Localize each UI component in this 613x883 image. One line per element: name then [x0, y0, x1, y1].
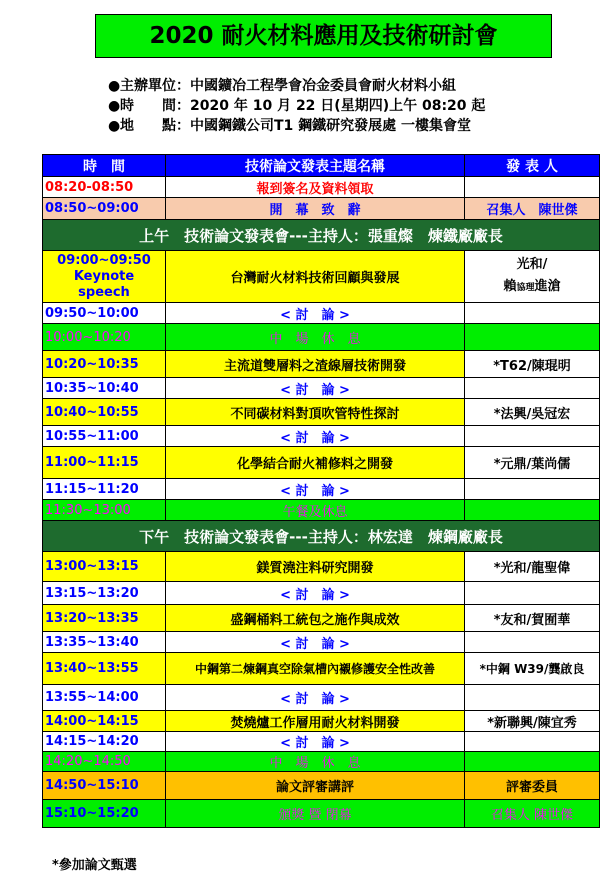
row-topic: 化學結合耐火補修料之開發: [166, 447, 465, 479]
table-row: [43, 177, 600, 198]
row-speaker: [465, 378, 600, 399]
row-speaker: [465, 732, 600, 752]
row-speaker: 召集人 陳世傑: [465, 198, 600, 220]
info-location-text: 地 點：中國鋼鐵公司T1 鋼鐵研究發展處 一樓集會堂: [120, 118, 472, 134]
row-time: 08:20-08:50: [43, 177, 166, 198]
row-time: 14:20~14:50: [43, 752, 166, 772]
info-location: [108, 116, 485, 136]
row-speaker: *元鼎/葉尚儒: [465, 447, 600, 479]
info-organizer: [108, 76, 485, 96]
table-row: [43, 447, 600, 479]
row-topic: 鎂質澆注料研究開發: [166, 552, 465, 582]
row-time: 08:50~09:00: [43, 198, 166, 220]
table-row: [43, 303, 600, 324]
info-time: [108, 96, 485, 116]
table-row: [43, 399, 600, 426]
row-speaker: [465, 752, 600, 772]
row-speaker: *中鋼 W39/龔啟良: [465, 653, 600, 685]
row-speaker: *法興/吳冠宏: [465, 399, 600, 426]
row-time: 11:15~11:20: [43, 479, 166, 500]
header-topic: 技術論文發表主題名稱: [166, 155, 465, 177]
row-topic: 頒獎 暨 閉幕: [166, 800, 465, 828]
info-organizer-text: 主辦單位：中國鑛冶工程學會冶金委員會耐火材料小組: [120, 78, 456, 94]
table-row: [43, 632, 600, 653]
table-row: [43, 351, 600, 378]
row-time: 14:50~15:10: [43, 772, 166, 800]
row-topic: 不同碳材料對頂吹管特性探討: [166, 399, 465, 426]
row-topic: 主流道雙層料之渣線層技術開發: [166, 351, 465, 378]
footnote: *參加論文甄選: [52, 858, 137, 873]
row-topic: 盛鋼桶料工統包之施作與成效: [166, 605, 465, 632]
row-time: [43, 251, 166, 303]
keynote-label-2: speech: [78, 284, 130, 300]
table-row: [43, 582, 600, 605]
table-row: [43, 732, 600, 752]
row-topic: 中 場 休 息: [166, 752, 465, 772]
row-speaker: [465, 582, 600, 605]
row-time: 11:30~13:00: [43, 500, 166, 521]
row-speaker: [465, 324, 600, 351]
table-row: [43, 251, 600, 303]
row-topic: 中 場 休 息: [166, 324, 465, 351]
row-time: 11:00~11:15: [43, 447, 166, 479]
row-topic: 中鋼第二煉鋼真空除氣槽內襯修護安全性改善: [166, 653, 465, 685]
section-title: 下午 技術論文發表會---主持人：林宏達 煉鋼廠廠長: [43, 521, 600, 552]
table-row: [43, 426, 600, 447]
row-speaker: *友和/賀囿華: [465, 605, 600, 632]
table-row: [43, 552, 600, 582]
row-topic: 報到簽名及資料領取: [166, 177, 465, 198]
schedule-table: [42, 154, 600, 828]
bullet-icon: ●: [108, 78, 121, 94]
keynote-time: 09:00~09:50: [57, 252, 151, 268]
speaker-name: [467, 276, 597, 299]
header-time: 時 間: [43, 155, 166, 177]
row-speaker: 召集人 陳世傑: [465, 800, 600, 828]
row-speaker: [465, 177, 600, 198]
row-time: 13:55~14:00: [43, 685, 166, 711]
table-row: [43, 324, 600, 351]
bullet-icon: ●: [108, 98, 121, 114]
row-topic: 論文評審講評: [166, 772, 465, 800]
row-topic: 台灣耐火材料技術回顧與發展: [166, 251, 465, 303]
speaker-surname: 賴: [503, 279, 517, 294]
row-topic: 午餐及休息: [166, 500, 465, 521]
table-row: [43, 752, 600, 772]
morning-session-header: [43, 220, 600, 251]
row-time: 14:15~14:20: [43, 732, 166, 752]
row-time: 13:35~13:40: [43, 632, 166, 653]
info-time-text: 時 間：2020 年 10 月 22 日(星期四)上午 08:20 起: [120, 98, 486, 114]
table-row: [43, 378, 600, 399]
row-topic: < 討 論 >: [166, 632, 465, 653]
row-time: 10:55~11:00: [43, 426, 166, 447]
row-topic: 焚燒爐工作層用耐火材料開發: [166, 711, 465, 732]
section-title: 上午 技術論文發表會---主持人：張重燦 煉鐵廠廠長: [43, 220, 600, 251]
table-row: [43, 500, 600, 521]
header-speaker: 發 表 人: [465, 155, 600, 177]
row-topic: < 討 論 >: [166, 685, 465, 711]
row-speaker: [465, 303, 600, 324]
row-speaker: [465, 479, 600, 500]
row-topic: 開 幕 致 辭: [166, 198, 465, 220]
table-row: [43, 653, 600, 685]
row-time: 14:00~14:15: [43, 711, 166, 732]
row-time: 10:35~10:40: [43, 378, 166, 399]
bullet-icon: ●: [108, 118, 121, 134]
row-topic: < 討 論 >: [166, 732, 465, 752]
row-time: 09:50~10:00: [43, 303, 166, 324]
row-topic: < 討 論 >: [166, 582, 465, 605]
afternoon-session-header: [43, 521, 600, 552]
row-topic: < 討 論 >: [166, 378, 465, 399]
row-speaker: [465, 251, 600, 303]
keynote-label: Keynote: [73, 268, 135, 284]
row-time: 13:40~13:55: [43, 653, 166, 685]
page-title: 2020 耐火材料應用及技術研討會: [95, 14, 552, 58]
row-topic: < 討 論 >: [166, 426, 465, 447]
table-row: [43, 479, 600, 500]
table-row: [43, 800, 600, 828]
table-row: [43, 772, 600, 800]
row-time: 10:00~10:20: [43, 324, 166, 351]
row-speaker: [465, 685, 600, 711]
row-time: 15:10~15:20: [43, 800, 166, 828]
speaker-title: 協理: [516, 283, 535, 293]
speaker-company: 光和/: [516, 257, 548, 272]
row-time: 13:00~13:15: [43, 552, 166, 582]
row-topic: < 討 論 >: [166, 479, 465, 500]
row-speaker: [465, 632, 600, 653]
row-speaker: 評審委員: [465, 772, 600, 800]
table-row: [43, 685, 600, 711]
row-speaker: *T62/陳琨明: [465, 351, 600, 378]
row-time: 10:40~10:55: [43, 399, 166, 426]
row-speaker: *光和/龍聖偉: [465, 552, 600, 582]
table-header: [43, 155, 600, 177]
event-info: [108, 76, 485, 136]
row-time: 13:15~13:20: [43, 582, 166, 605]
table-row: [43, 711, 600, 732]
row-time: 13:20~13:35: [43, 605, 166, 632]
row-speaker: [465, 426, 600, 447]
row-time: 10:20~10:35: [43, 351, 166, 378]
table-row: [43, 198, 600, 220]
row-topic: < 討 論 >: [166, 303, 465, 324]
speaker-given-name: 進滄: [534, 279, 561, 294]
table-row: [43, 605, 600, 632]
row-speaker: *新聯興/陳宜秀: [465, 711, 600, 732]
row-speaker: [465, 500, 600, 521]
